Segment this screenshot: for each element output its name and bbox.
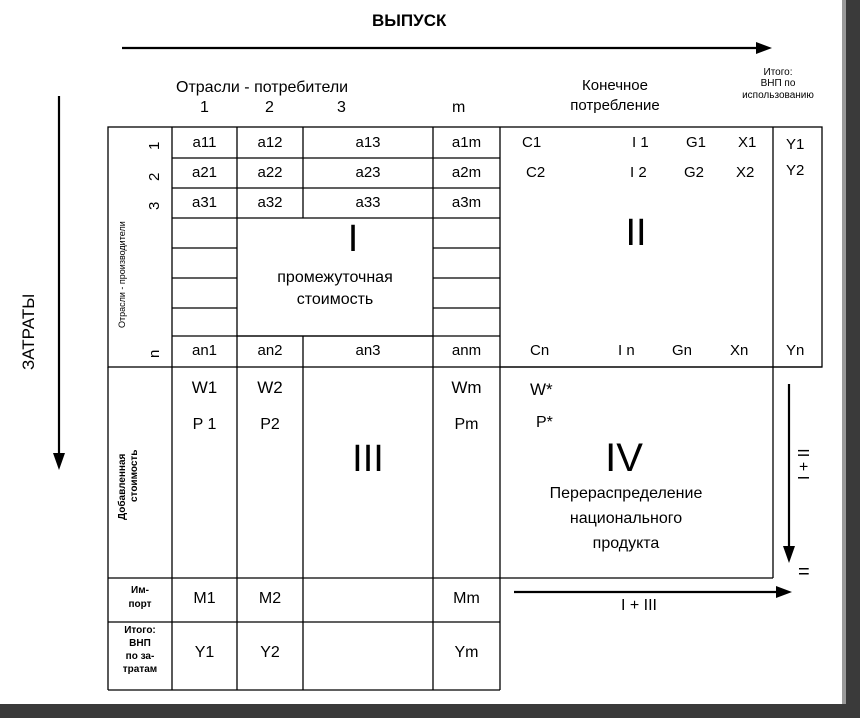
col-number-m: m [452,99,466,116]
flow-label-equals: = [798,561,810,583]
quadrant-iv-caption-line3: продукта [592,535,660,552]
import-line1: Им- [131,585,149,596]
row-number-n: n [146,349,163,358]
cell-w2: W2 [257,378,283,397]
cell-i1: I 1 [632,134,649,151]
total-use-line2: ВНП по [760,78,796,89]
total-cost-line4: тратам [122,664,158,675]
added-value-line1: Добавленная [117,453,128,520]
quadrant-iv-caption-line1: Перераспределение [549,485,703,502]
cell-g1: G1 [686,134,707,151]
cell-a23: a23 [355,164,381,181]
added-value-line2: стоимость [129,449,140,502]
cell-in: I n [618,342,635,359]
cell-yn-total: Yn [786,342,805,359]
row-number-1: 1 [146,141,163,150]
cell-y1-cost: Y1 [194,644,215,661]
cell-y2-total: Y2 [786,162,805,179]
cell-a13: a13 [355,134,381,151]
cell-xn: Xn [730,342,749,359]
cell-a22: a22 [257,164,283,181]
row-number-3: 3 [146,201,163,210]
col-number-2: 2 [265,99,274,116]
flow-label-i-plus-ii: I + II [796,448,813,480]
cell-an2: an2 [257,342,283,359]
quadrant-iv-numeral: IV [605,436,643,480]
cell-m1: M1 [193,590,216,607]
costs-label: ЗАТРАТЫ [19,293,38,370]
cell-i2: I 2 [630,164,647,181]
quadrant-i-caption-line2: стоимость [296,291,374,308]
cell-g2: G2 [684,164,705,181]
cell-w-star: W* [530,380,553,399]
final-consumption-line1: Конечное [582,77,648,94]
cell-a32: a32 [257,194,283,211]
quadrant-i-caption-line1: промежуточная [277,269,393,286]
quadrant-ii-numeral: II [625,212,647,254]
cell-a2m: a2m [451,164,482,181]
consumers-label: Отрасли - потребители [176,79,349,96]
cell-x1: X1 [738,134,757,151]
cell-c2: C2 [526,164,546,181]
final-consumption-line2: потребление [570,97,660,114]
cell-pm: Pm [454,416,479,433]
cell-p-star: P* [536,414,553,431]
total-use-line1: Итого: [763,67,793,78]
import-line2: порт [128,599,152,610]
row-number-2: 2 [146,172,163,181]
quadrant-i-numeral: I [347,218,359,260]
cell-x2: X2 [736,164,755,181]
cell-w1: W1 [191,378,218,397]
cell-gn: Gn [672,342,693,359]
cell-a33: a33 [355,194,381,211]
quadrant-iv-caption-line2: национального [569,510,683,527]
quadrant-iii-numeral: III [352,438,384,480]
cell-p2: P2 [260,416,280,433]
cell-mm: Mm [453,590,480,607]
col-number-1: 1 [200,99,209,116]
cell-y1-total: Y1 [786,136,805,153]
cell-c1: C1 [522,134,542,151]
total-cost-line1: Итого: [124,625,156,636]
producers-label: Отрасли - производители [117,221,127,328]
cell-an3: an3 [355,342,381,359]
cell-p1: P 1 [192,416,217,433]
cell-a31: a31 [191,194,218,211]
output-label: ВЫПУСК [372,11,447,30]
cell-a11: a11 [192,134,217,151]
col-number-3: 3 [337,99,346,116]
total-cost-line3: по за- [125,651,155,662]
cell-ym-cost: Ym [454,644,479,661]
cell-wm: Wm [451,378,482,397]
cell-m2: M2 [258,590,282,607]
total-use-line3: использованию [742,90,814,101]
cell-a3m: a3m [451,194,482,211]
cell-y2-cost: Y2 [260,644,280,661]
cell-cn: Cn [530,342,550,359]
cell-an1: an1 [191,342,218,359]
cell-a21: a21 [191,164,218,181]
cell-a12: a12 [257,134,283,151]
cell-anm: anm [451,342,482,359]
flow-label-i-plus-iii: I + III [620,597,657,614]
cell-a1m: a1m [451,134,482,151]
total-cost-line2: ВНП [129,638,151,649]
